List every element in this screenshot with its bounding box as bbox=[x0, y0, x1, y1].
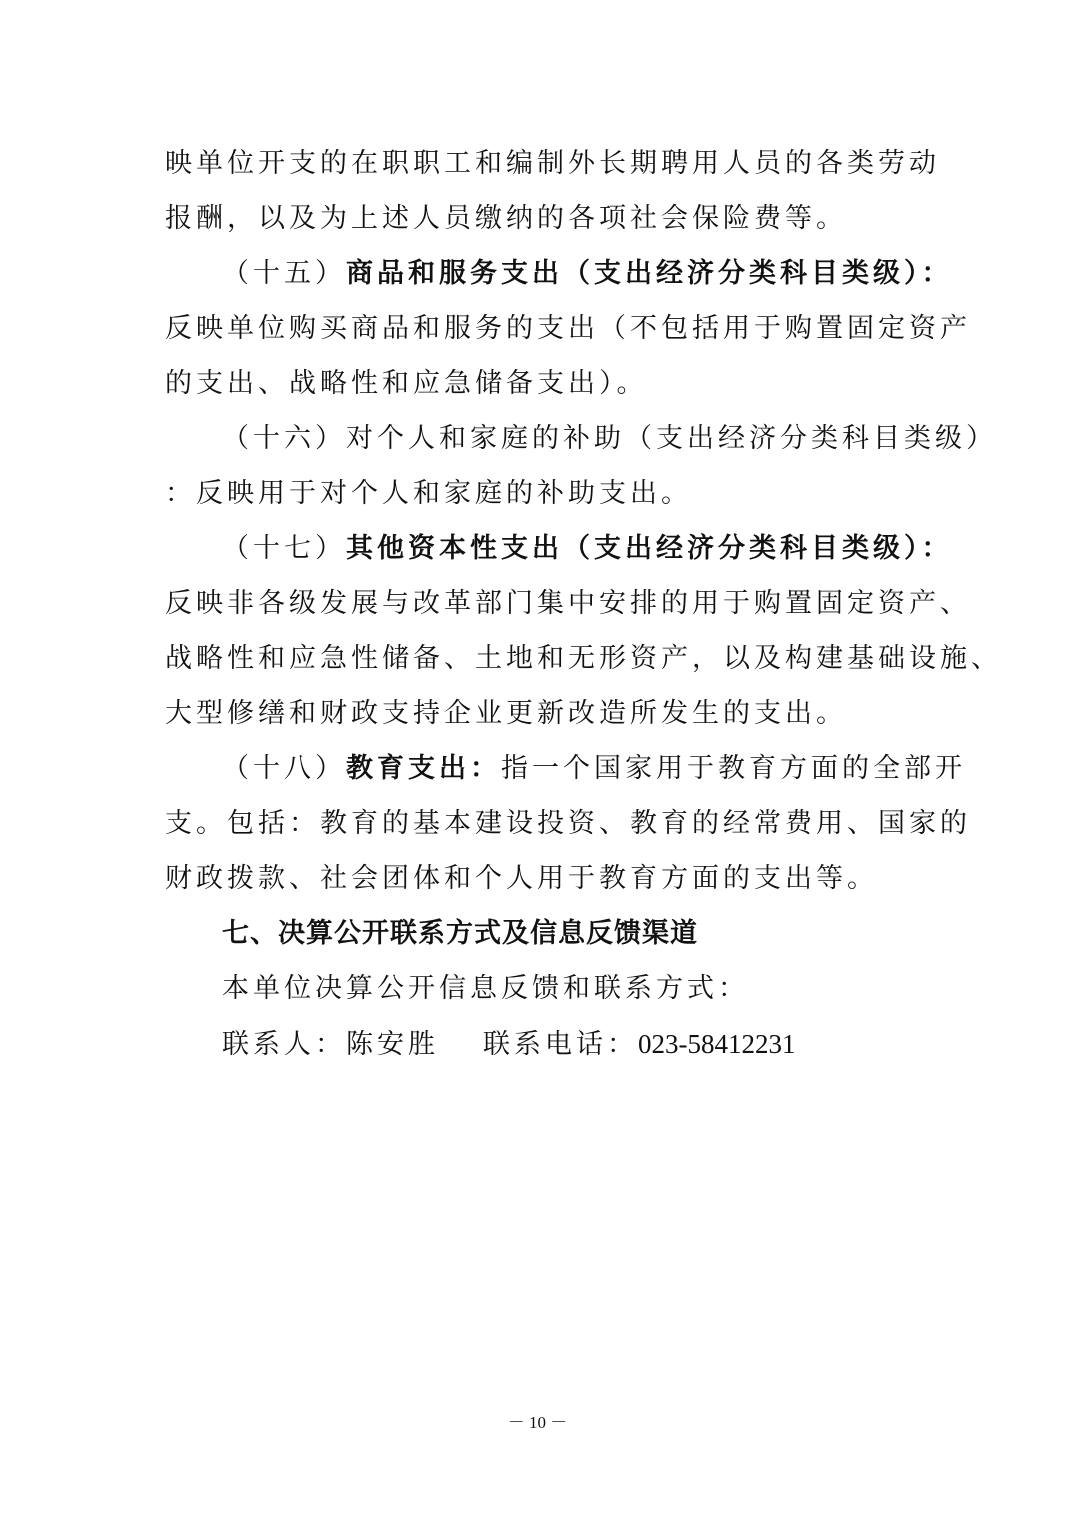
item-title-rest: 指一个国家用于教育方面的全部开 bbox=[501, 753, 966, 784]
contact-line bbox=[222, 1028, 796, 1061]
item-title: 对个人和家庭的补助（支出经济分类科目类级） bbox=[346, 423, 997, 454]
item-number: （十五） bbox=[222, 258, 346, 289]
item-18-heading bbox=[222, 753, 966, 785]
item-number: （十六） bbox=[222, 423, 346, 454]
paragraph-line: 战略性和应急性储备、土地和无形资产，以及构建基础设施、 bbox=[165, 643, 1002, 674]
paragraph-line: 财政拨款、社会团体和个人用于教育方面的支出等。 bbox=[165, 863, 878, 894]
contact-intro: 本单位决算公开信息反馈和联系方式： bbox=[222, 973, 749, 1004]
paragraph-line: 反映单位购买商品和服务的支出（不包括用于购置固定资产 bbox=[165, 313, 971, 344]
item-number: （十七） bbox=[222, 533, 346, 564]
item-15-heading bbox=[222, 258, 953, 290]
paragraph-line: ：反映用于对个人和家庭的补助支出。 bbox=[165, 478, 692, 509]
page-number: － 10 － bbox=[507, 1413, 568, 1432]
item-title: 商品和服务支出（支出经济分类科目类级）： bbox=[346, 258, 953, 289]
contact-person: 陈安胜 bbox=[346, 1029, 439, 1060]
section-heading: 七、决算公开联系方式及信息反馈渠道 bbox=[222, 918, 698, 949]
paragraph-line: 的支出、战略性和应急储备支出）。 bbox=[165, 368, 648, 399]
paragraph-line: 大型修缮和财政支持企业更新改造所发生的支出。 bbox=[165, 698, 847, 729]
item-16-heading bbox=[222, 423, 997, 455]
paragraph-line: 报酬，以及为上述人员缴纳的各项社会保险费等。 bbox=[165, 203, 847, 234]
item-title: 教育支出： bbox=[346, 753, 501, 784]
item-title: 其他资本性支出（支出经济分类科目类级）： bbox=[346, 533, 953, 564]
item-17-heading bbox=[222, 533, 953, 565]
contact-phone: 023-58412231 bbox=[638, 1029, 796, 1059]
paragraph-line: 支。包括：教育的基本建设投资、教育的经常费用、国家的 bbox=[165, 808, 971, 839]
paragraph-line: 映单位开支的在职职工和编制外长期聘用人员的各类劳动 bbox=[165, 148, 940, 179]
item-number: （十八） bbox=[222, 753, 346, 784]
contact-person-label: 联系人： bbox=[222, 1029, 346, 1060]
contact-phone-label: 联系电话： bbox=[483, 1029, 638, 1060]
paragraph-line: 反映非各级发展与改革部门集中安排的用于购置固定资产、 bbox=[165, 588, 971, 619]
